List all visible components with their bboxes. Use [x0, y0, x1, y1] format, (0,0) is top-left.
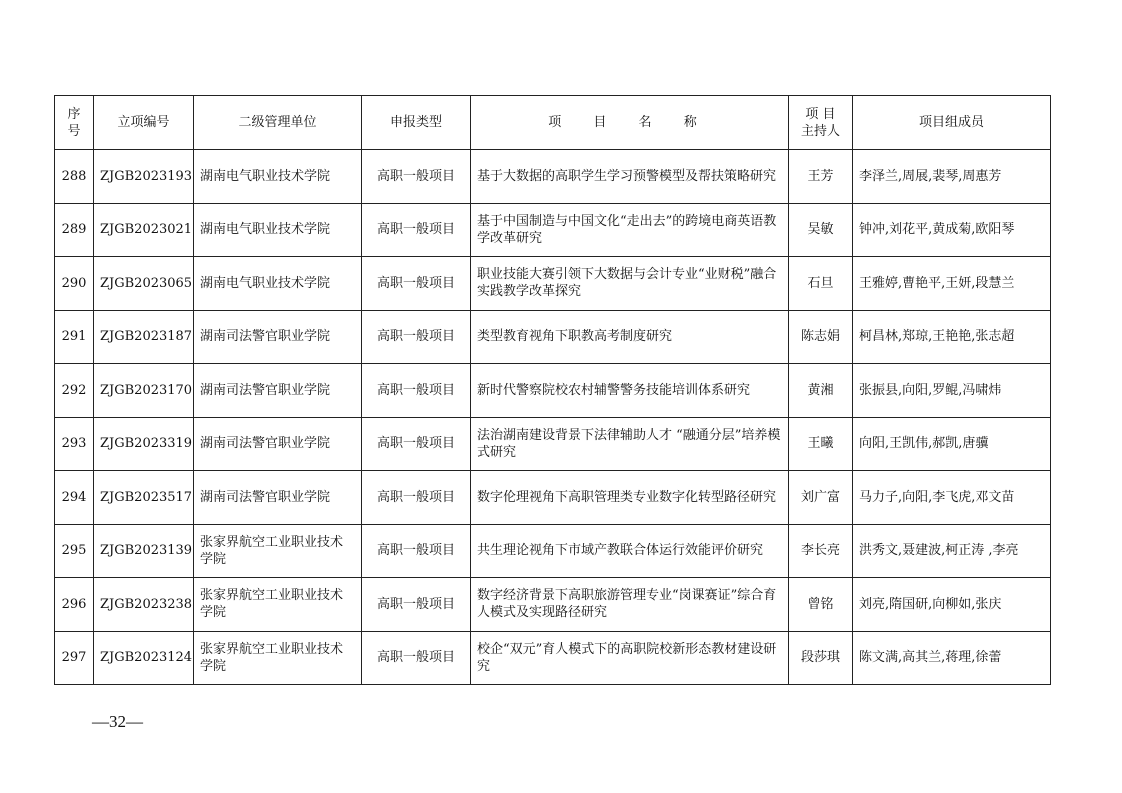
cell-unit: 湖南司法警官职业学院: [194, 310, 362, 364]
table-row: [55, 203, 1051, 257]
cell-seq: 288: [55, 150, 94, 204]
cell-members: 李泽兰,周展,裴琴,周惠芳: [853, 150, 1051, 204]
page-number: —32—: [92, 712, 143, 731]
cell-code: ZJGB2023124: [94, 631, 194, 685]
cell-type: 高职一般项目: [362, 364, 471, 418]
header-host: 项 目 主持人: [789, 96, 853, 150]
cell-members: 钟冲,刘花平,黄成菊,欧阳琴: [853, 203, 1051, 257]
cell-type: 高职一般项目: [362, 471, 471, 525]
cell-seq: 294: [55, 471, 94, 525]
cell-code: ZJGB2023319: [94, 417, 194, 471]
cell-host: 刘广富: [789, 471, 853, 525]
cell-host: 黄湘: [789, 364, 853, 418]
cell-members: 柯昌林,郑琼,王艳艳,张志超: [853, 310, 1051, 364]
cell-code: ZJGB2023187: [94, 310, 194, 364]
table-row: [55, 578, 1051, 632]
cell-project-name: 职业技能大赛引领下大数据与会计专业“业财税”融合实践教学改革探究: [471, 257, 789, 311]
table-row: [55, 257, 1051, 311]
cell-project-name: 数字经济背景下高职旅游管理专业“岗课赛证”综合育人模式及实现路径研究: [471, 578, 789, 632]
cell-project-name: 共生理论视角下市域产教联合体运行效能评价研究: [471, 524, 789, 578]
table-header-row: [55, 96, 1051, 150]
cell-type: 高职一般项目: [362, 150, 471, 204]
cell-code: ZJGB2023170: [94, 364, 194, 418]
cell-members: 陈文满,高其兰,蒋理,徐蕾: [853, 631, 1051, 685]
table-row: [55, 310, 1051, 364]
cell-host: 吴敏: [789, 203, 853, 257]
project-table: [54, 95, 1051, 685]
cell-host: 段莎琪: [789, 631, 853, 685]
table-row: [55, 631, 1051, 685]
cell-host: 王曦: [789, 417, 853, 471]
cell-project-name: 类型教育视角下职教高考制度研究: [471, 310, 789, 364]
cell-host: 陈志娟: [789, 310, 853, 364]
cell-unit: 湖南司法警官职业学院: [194, 417, 362, 471]
cell-unit: 湖南电气职业技术学院: [194, 203, 362, 257]
cell-code: ZJGB2023238: [94, 578, 194, 632]
cell-type: 高职一般项目: [362, 203, 471, 257]
header-type: 申报类型: [362, 96, 471, 150]
cell-type: 高职一般项目: [362, 310, 471, 364]
cell-members: 向阳,王凯伟,郝凯,唐骥: [853, 417, 1051, 471]
cell-unit: 湖南司法警官职业学院: [194, 471, 362, 525]
cell-members: 马力子,向阳,李飞虎,邓文苗: [853, 471, 1051, 525]
header-unit: 二级管理单位: [194, 96, 362, 150]
cell-host: 王芳: [789, 150, 853, 204]
cell-type: 高职一般项目: [362, 257, 471, 311]
table-row: [55, 524, 1051, 578]
table-row: [55, 471, 1051, 525]
header-name: 项 目 名 称: [471, 96, 789, 150]
cell-members: 王雅婷,曹艳平,王妍,段慧兰: [853, 257, 1051, 311]
cell-members: 张振县,向阳,罗鲲,冯啸炜: [853, 364, 1051, 418]
table-row: [55, 150, 1051, 204]
table-row: [55, 364, 1051, 418]
cell-seq: 297: [55, 631, 94, 685]
table-row: [55, 417, 1051, 471]
cell-code: ZJGB2023065: [94, 257, 194, 311]
cell-code: ZJGB2023021: [94, 203, 194, 257]
cell-members: 洪秀文,聂建波,柯正涛 ,李亮: [853, 524, 1051, 578]
cell-seq: 296: [55, 578, 94, 632]
cell-project-name: 基于大数据的高职学生学习预警模型及帮扶策略研究: [471, 150, 789, 204]
cell-project-name: 法治湖南建设背景下法律辅助人才 “融通分层”培养模式研究: [471, 417, 789, 471]
header-seq: 序号: [55, 96, 94, 150]
cell-unit: 张家界航空工业职业技术学院: [194, 524, 362, 578]
cell-host: 李长亮: [789, 524, 853, 578]
cell-seq: 293: [55, 417, 94, 471]
header-code: 立项编号: [94, 96, 194, 150]
cell-members: 刘亮,隋国研,向柳如,张庆: [853, 578, 1051, 632]
cell-seq: 295: [55, 524, 94, 578]
cell-unit: 湖南电气职业技术学院: [194, 150, 362, 204]
cell-type: 高职一般项目: [362, 578, 471, 632]
cell-seq: 291: [55, 310, 94, 364]
cell-code: ZJGB2023517: [94, 471, 194, 525]
cell-seq: 292: [55, 364, 94, 418]
cell-project-name: 新时代警察院校农村辅警警务技能培训体系研究: [471, 364, 789, 418]
cell-seq: 289: [55, 203, 94, 257]
cell-seq: 290: [55, 257, 94, 311]
cell-project-name: 数字伦理视角下高职管理类专业数字化转型路径研究: [471, 471, 789, 525]
cell-unit: 湖南电气职业技术学院: [194, 257, 362, 311]
cell-code: ZJGB2023139: [94, 524, 194, 578]
cell-type: 高职一般项目: [362, 631, 471, 685]
header-members: 项目组成员: [853, 96, 1051, 150]
cell-project-name: 校企“双元”育人模式下的高职院校新形态教材建设研究: [471, 631, 789, 685]
cell-unit: 张家界航空工业职业技术学院: [194, 578, 362, 632]
cell-type: 高职一般项目: [362, 417, 471, 471]
cell-host: 石旦: [789, 257, 853, 311]
cell-host: 曾铭: [789, 578, 853, 632]
cell-code: ZJGB2023193: [94, 150, 194, 204]
cell-unit: 张家界航空工业职业技术学院: [194, 631, 362, 685]
cell-unit: 湖南司法警官职业学院: [194, 364, 362, 418]
cell-type: 高职一般项目: [362, 524, 471, 578]
cell-project-name: 基于中国制造与中国文化“走出去”的跨境电商英语教学改革研究: [471, 203, 789, 257]
